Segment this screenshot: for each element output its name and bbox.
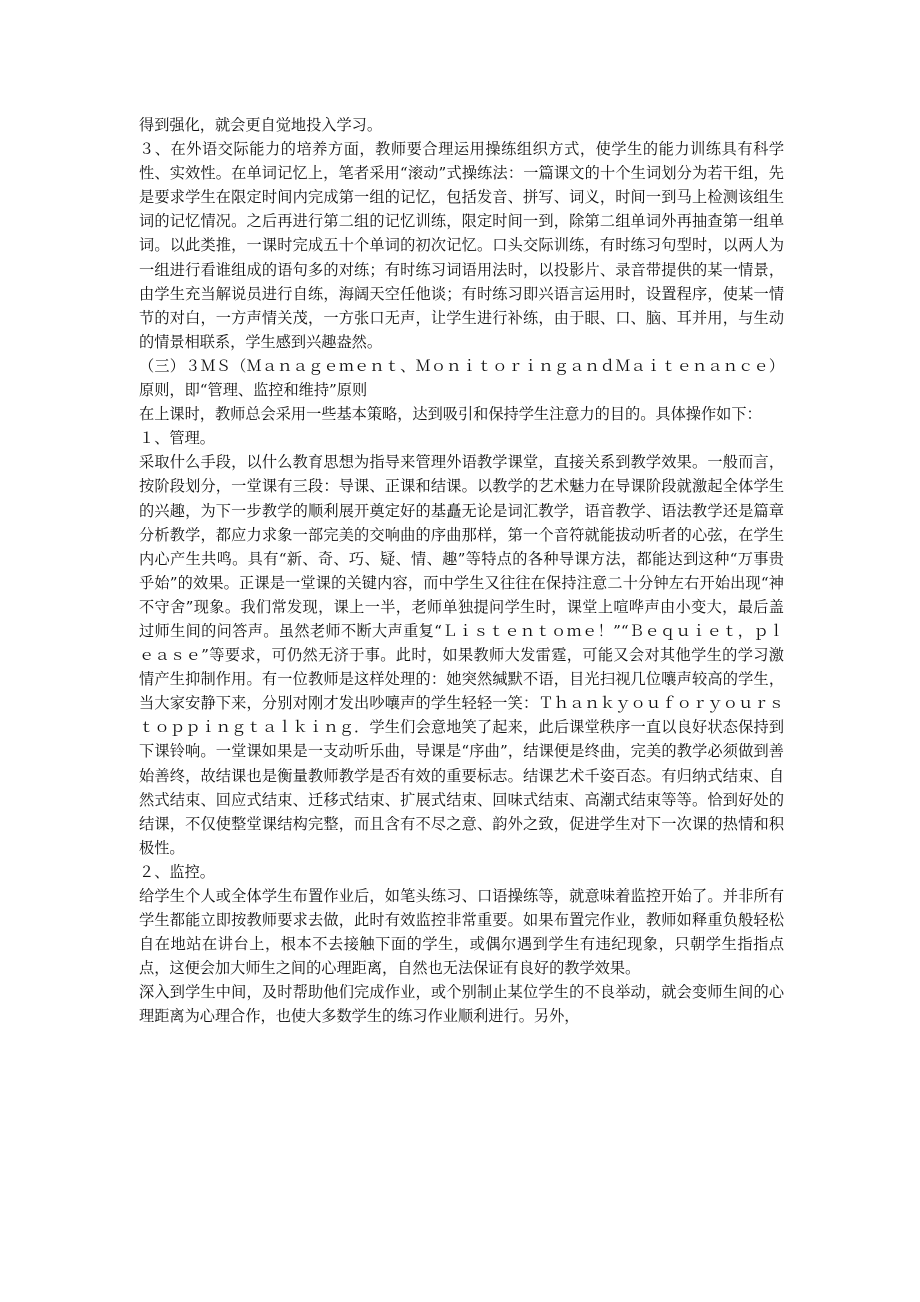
paragraph-monitoring: 给学生个人或全体学生布置作业后，如笔头练习、口语操练等，就意味着监控开始了。并非所有学生都能立即按教师要求去做，此时有效监控非常重要。如果布置完作业，教师如释重负般轻松自在地站在讲台上，根本不去接触下面的学生，或偶尔遇到学生有违纪现象，只朝学生指指点点，这便会加大师生之间的心理距离，自然也无法保证有良好的教学效果。 xyxy=(139,887,784,978)
paragraph-basic-strategies: 在上课时，教师总会采用一些基本策略，达到吸引和保持学生注意力的目的。具体操作如下： xyxy=(139,405,762,424)
paragraph-go-among-students: 深入到学生中间，及时帮助他们完成作业，或个别制止某位学生的不良举动，就会变师生间的心理距离为心理合作，也使大多数学生的练习作业顺利进行。另外， xyxy=(139,983,784,1026)
subheading-monitoring: ２、监控。 xyxy=(139,862,215,881)
document-page xyxy=(139,113,784,1029)
subheading-management: １、管理。 xyxy=(139,429,215,448)
paragraph-communication-training: ３、在外语交际能力的培养方面，教师要合理运用操练组织方式，使学生的能力训练具有科学性、实效性。在单词记忆上，笔者采用“滚动”式操练法：一篇课文的十个生词划分为若干组，先是要求学生在限定时间内完成第一组的记忆，包括发音、拼写、词义，时间一到马上检测该组生词的记忆情况。之后再进行第二组的记忆训练，限定时间一到，除第二组单词外再抽查第一组单词。以此类推，一课时完成五十个单词的初次记忆。口头交际训练，有时练习句型时，以两人为一组进行看谁组成的语句多的对练；有时练习词语用法时，以投影片、录音带提供的某一情景，由学生充当解说员进行自练，海阔天空任他谈；有时练习即兴语言运用时，设置程序，使某一情节的对白，一方声情关茂，一方张口无声，让学生进行补练，由于眼、口、脑、耳并用，与生动的情景相联系，学生感到兴趣盎然。 xyxy=(139,140,784,351)
paragraph-management: 采取什么手段，以什么教育思想为指导来管理外语教学课堂，直接关系到教学效果。一般而言，按阶段划分，一堂课有三段：导课、正课和结课。以教学的艺术魅力在导课阶段就激起全体学生的兴趣，为下一步教学的顺利展开奠定好的基矗无论是词汇教学，语音教学、语法教学还是篇章分析教学，都应力求象一部完美的交响曲的序曲那样，第一个音符就能拔动听者的心弦，在学生内心产生共鸣。具有“新、奇、巧、疑、情、趣”等特点的各种导课方法，都能达到这种“万事贵乎始”的效果。正课是一堂课的关键内容，而中学生又往往在保持注意二十分钟左右开始出现“神不守舍”现象。我们常发现，课上一半，老师单独提问学生时，课堂上喧哗声由小变大，最后盖过师生间的问答声。虽然老师不断大声重复“Ｌｉｓｔｅｎｔｏｍｅ！”“Ｂｅｑｕｉｅｔ，ｐｌｅａｓｅ”等要求，可仍然无济于事。此时，如果教师大发雷霆，可能又会对其他学生的学习激情产生抑制作用。有一位教师是这样处理的：她突然缄默不语，目光扫视几位嚷声较高的学生，当大家安静下来，分别对刚才发出吵嚷声的学生轻轻一笑：Ｔｈａｎｋｙｏｕｆｏｒｙｏｕｒｓｔｏｐｐｉｎｇｔａｌｋｉｎｇ．学生们会意地笑了起来，此后课堂秩序一直以良好状态保持到下课铃响。一堂课如果是一支动听乐曲，导课是“序曲”，结课便是终曲，完美的教学必须做到善始善终，故结课也是衡量教师教学是否有效的重要标志。结课艺术千姿百态。有归纳式结束、自然式结束、回应式结束、迁移式结束、扩展式结束、回味式结束、高潮式结束等等。恰到好处的结课，不仅使整堂课结构完整，而且含有不尽之意、韵外之致，促进学生对下一次课的热情和积极性。 xyxy=(139,453,784,857)
section-heading-3ms-principle: （三）３ＭＳ（Ｍａｎａｇｅｍｅｎｔ、ＭｏｎｉｔｏｒｉｎｇａｎｄＭａｉｔｅｎａｎｃｅ）原则，即“管理、监控和维持”原则 xyxy=(139,356,784,400)
paragraph-continuation: 得到强化，就会更自觉地投入学习。 xyxy=(139,116,382,134)
